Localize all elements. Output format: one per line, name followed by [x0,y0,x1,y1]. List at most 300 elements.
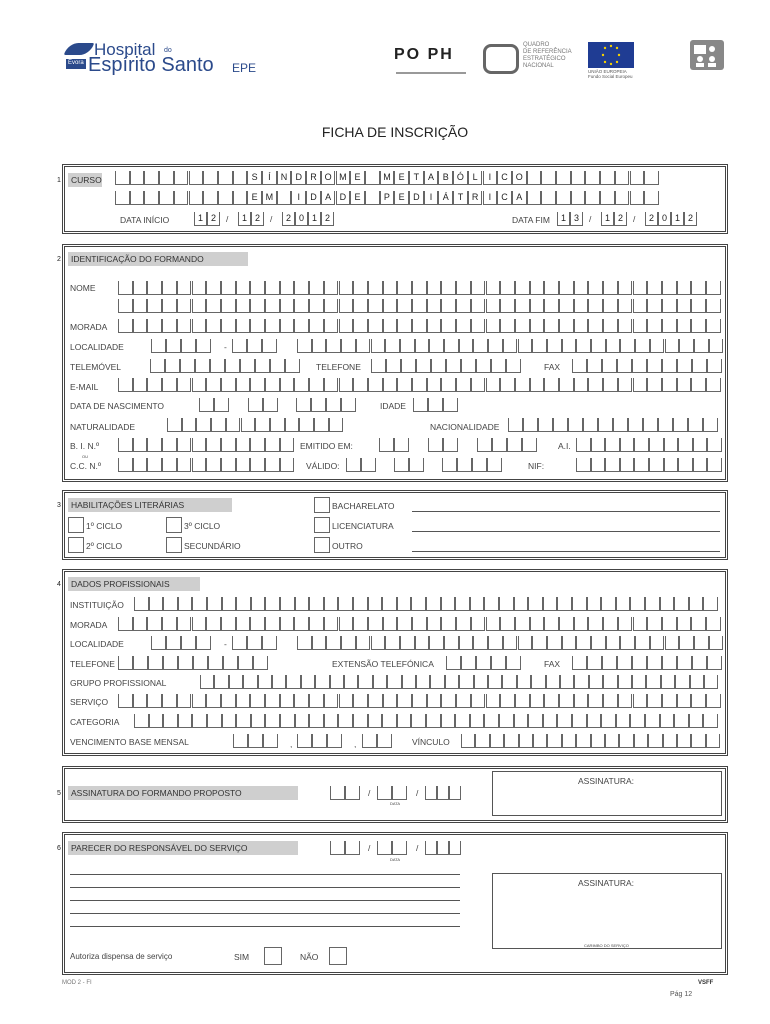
instituicao-cell[interactable] [470,597,485,611]
categoria-cell[interactable] [251,714,266,728]
morada-cell[interactable] [309,319,324,333]
nome2-cell[interactable] [236,299,251,313]
cp-prof-cell[interactable] [151,636,166,650]
categoria-cell[interactable] [660,714,675,728]
date-digit-cell[interactable]: 3 [570,212,583,226]
fax-cell[interactable] [617,359,632,373]
grupo-cell[interactable] [358,675,372,689]
localidade-prof-cell[interactable] [635,636,650,650]
sig-ano-cell[interactable] [425,786,437,800]
nome-cell[interactable] [486,281,501,295]
curso-row2-cell[interactable] [541,191,556,205]
nome-cell[interactable] [280,281,295,295]
codigo-postal-cell[interactable] [196,339,211,353]
curso-row1-cell[interactable] [541,171,556,185]
morada-prof-cell[interactable] [309,617,324,631]
nome2-cell[interactable] [544,299,559,313]
localidade-cell[interactable] [312,339,327,353]
servico-cell[interactable] [368,694,383,708]
categoria-cell[interactable] [455,714,470,728]
checkbox-nao[interactable] [329,947,347,965]
venc3-cell[interactable] [377,734,392,748]
nome2-cell[interactable] [706,299,721,313]
nacionalidade-cell[interactable] [568,418,583,432]
grupo-cell[interactable] [560,675,574,689]
curso-row2-cell[interactable] [600,191,615,205]
categoria-cell[interactable] [601,714,616,728]
curso-row2-cell[interactable] [644,191,659,205]
curso-row1-cell[interactable] [203,171,218,185]
curso-row2-cell[interactable] [571,191,586,205]
nome-cell[interactable] [412,281,427,295]
servico-cell[interactable] [662,694,677,708]
email-cell[interactable] [530,378,545,392]
morada-cell[interactable] [236,319,251,333]
email-cell[interactable] [544,378,559,392]
instituicao-cell[interactable] [295,597,310,611]
localidade-prof-cell[interactable] [591,636,606,650]
checkbox-bacharelato[interactable] [314,497,330,513]
categoria-cell[interactable] [178,714,193,728]
servico-cell[interactable] [294,694,309,708]
morada-prof-cell[interactable] [265,617,280,631]
emit-mes-cell[interactable] [428,438,443,452]
localidade-cell[interactable] [665,339,680,353]
servico-cell[interactable] [339,694,354,708]
vinculo-cell[interactable] [691,734,705,748]
instituicao-cell[interactable] [222,597,237,611]
ano-cell[interactable] [296,398,311,412]
morada-prof-cell[interactable] [574,617,589,631]
categoria-cell[interactable] [324,714,339,728]
localidade-cell[interactable] [473,339,488,353]
vinculo-cell[interactable] [461,734,475,748]
grupo-cell[interactable] [661,675,675,689]
grupo-cell[interactable] [272,675,286,689]
morada-cell[interactable] [544,319,559,333]
servico-cell[interactable] [603,694,618,708]
naturalidade-cell[interactable] [211,418,226,432]
morada-prof-cell[interactable] [177,617,192,631]
vinculo-cell[interactable] [706,734,720,748]
emit-ano-cell[interactable] [507,438,522,452]
bacharelato-line[interactable] [412,511,720,512]
curso-row2-cell[interactable]: A [321,191,336,205]
localidade-prof-cell[interactable] [444,636,459,650]
telemovel-cell[interactable] [180,359,195,373]
servico-cell[interactable] [441,694,456,708]
fax-prof-cell[interactable] [707,656,722,670]
date-digit-cell[interactable]: 2 [251,212,264,226]
morada-prof-cell[interactable] [339,617,354,631]
localidade-cell[interactable] [326,339,341,353]
instituicao-cell[interactable] [616,597,631,611]
morada-cell[interactable] [706,319,721,333]
naturalidade-cell[interactable] [241,418,256,432]
curso-row2-cell[interactable] [365,191,380,205]
nome2-cell[interactable] [339,299,354,313]
categoria-cell[interactable] [674,714,689,728]
grupo-cell[interactable] [704,675,718,689]
categoria-cell[interactable] [368,714,383,728]
email-cell[interactable] [515,378,530,392]
morada-prof-cell[interactable] [324,617,339,631]
grupo-cell[interactable] [430,675,444,689]
localidade-prof-cell[interactable] [400,636,415,650]
instituicao-cell[interactable] [514,597,529,611]
categoria-cell[interactable] [543,714,558,728]
instituicao-cell[interactable] [368,597,383,611]
curso-row2-cell[interactable]: A [512,191,527,205]
instituicao-cell[interactable] [630,597,645,611]
morada-cell[interactable] [486,319,501,333]
vinculo-cell[interactable] [519,734,533,748]
email-cell[interactable] [427,378,442,392]
nacionalidade-cell[interactable] [628,418,643,432]
nome-cell[interactable] [206,281,221,295]
bin-cell[interactable] [250,438,265,452]
morada-prof-cell[interactable] [647,617,662,631]
telemovel-cell[interactable] [210,359,225,373]
morada-cell[interactable] [147,319,162,333]
codigo-postal-cell[interactable] [151,339,166,353]
checkbox-licenciatura[interactable] [314,517,330,533]
nome2-cell[interactable] [677,299,692,313]
curso-row1-cell[interactable] [630,171,645,185]
cp-ext-prof-cell[interactable] [247,636,262,650]
instituicao-cell[interactable] [324,597,339,611]
grupo-cell[interactable] [646,675,660,689]
curso-row1-cell[interactable] [159,171,174,185]
instituicao-cell[interactable] [660,597,675,611]
localidade-cell[interactable] [429,339,444,353]
grupo-cell[interactable] [373,675,387,689]
instituicao-cell[interactable] [528,597,543,611]
email-cell[interactable] [691,378,706,392]
val-ano-cell[interactable] [472,458,487,472]
nome2-cell[interactable] [471,299,486,313]
bin-cell[interactable] [177,438,192,452]
fax-cell[interactable] [677,359,692,373]
grupo-cell[interactable] [618,675,632,689]
servico-cell[interactable] [206,694,221,708]
extensao-cell[interactable] [446,656,461,670]
vinculo-cell[interactable] [490,734,504,748]
curso-row2-cell[interactable] [203,191,218,205]
localidade-cell[interactable] [679,339,694,353]
localidade-cell[interactable] [341,339,356,353]
date-digit-cell[interactable]: 2 [614,212,627,226]
morada-prof-cell[interactable] [236,617,251,631]
val-ano-cell[interactable] [442,458,457,472]
naturalidade-cell[interactable] [255,418,270,432]
servico-cell[interactable] [133,694,148,708]
curso-row2-cell[interactable] [556,191,571,205]
email-cell[interactable] [324,378,339,392]
telemovel-cell[interactable] [225,359,240,373]
venc1-cell[interactable] [233,734,248,748]
nome2-cell[interactable] [133,299,148,313]
nome-cell[interactable] [456,281,471,295]
categoria-cell[interactable] [280,714,295,728]
nome-cell[interactable] [192,281,207,295]
servico-cell[interactable] [162,694,177,708]
nome2-cell[interactable] [647,299,662,313]
curso-row2-cell[interactable]: P [380,191,395,205]
ano-cell[interactable] [341,398,356,412]
vinculo-cell[interactable] [547,734,561,748]
nome2-cell[interactable] [368,299,383,313]
servico-cell[interactable] [456,694,471,708]
categoria-cell[interactable] [149,714,164,728]
localidade-prof-cell[interactable] [473,636,488,650]
localidade-prof-cell[interactable] [547,636,562,650]
morada-cell[interactable] [456,319,471,333]
morada-prof-cell[interactable] [544,617,559,631]
morada-prof-cell[interactable] [530,617,545,631]
extensao-cell[interactable] [461,656,476,670]
localidade-prof-cell[interactable] [326,636,341,650]
localidade-prof-cell[interactable] [679,636,694,650]
curso-row1-cell[interactable]: M [380,171,395,185]
email-cell[interactable] [294,378,309,392]
nome-cell[interactable] [500,281,515,295]
vinculo-cell[interactable] [591,734,605,748]
morada-prof-cell[interactable] [691,617,706,631]
email-cell[interactable] [588,378,603,392]
curso-row2-cell[interactable]: M [262,191,277,205]
fax-cell[interactable] [647,359,662,373]
curso-row1-cell[interactable] [365,171,380,185]
curso-row2-cell[interactable] [115,191,130,205]
grupo-cell[interactable] [574,675,588,689]
localidade-cell[interactable] [356,339,371,353]
morada-prof-cell[interactable] [618,617,633,631]
localidade-prof-cell[interactable] [459,636,474,650]
instituicao-cell[interactable] [689,597,704,611]
val-dia-cell[interactable] [346,458,361,472]
curso-row2-cell[interactable] [277,191,292,205]
nome-cell[interactable] [691,281,706,295]
localidade-prof-cell[interactable] [532,636,547,650]
morada-prof-cell[interactable] [412,617,427,631]
curso-row1-cell[interactable] [644,171,659,185]
curso-row1-cell[interactable]: T [409,171,424,185]
date-digit-cell[interactable]: 1 [557,212,570,226]
morada-prof-cell[interactable] [383,617,398,631]
fax-prof-cell[interactable] [602,656,617,670]
vinculo-cell[interactable] [504,734,518,748]
morada-prof-cell[interactable] [588,617,603,631]
curso-row2-cell[interactable]: D [409,191,424,205]
bin-cell[interactable] [280,438,295,452]
categoria-cell[interactable] [397,714,412,728]
nome-cell[interactable] [471,281,486,295]
morada-cell[interactable] [471,319,486,333]
curso-row1-cell[interactable]: E [350,171,365,185]
parecer-line[interactable] [70,913,460,914]
ai-cell[interactable] [664,438,679,452]
instituicao-cell[interactable] [645,597,660,611]
grupo-cell[interactable] [546,675,560,689]
telefone-cell[interactable] [401,359,416,373]
vinculo-cell[interactable] [634,734,648,748]
servico-cell[interactable] [588,694,603,708]
grupo-cell[interactable] [387,675,401,689]
cp-ext-prof-cell[interactable] [232,636,247,650]
idade-cell[interactable] [413,398,428,412]
bin-cell[interactable] [162,438,177,452]
instituicao-cell[interactable] [236,597,251,611]
email-cell[interactable] [559,378,574,392]
categoria-cell[interactable] [587,714,602,728]
nif-cell[interactable] [707,458,722,472]
date-digit-cell[interactable]: 2 [207,212,220,226]
curso-row1-cell[interactable]: B [438,171,453,185]
nome2-cell[interactable] [603,299,618,313]
localidade-cell[interactable] [415,339,430,353]
morada-cell[interactable] [500,319,515,333]
curso-row1-cell[interactable]: C [497,171,512,185]
codigo-postal-cell[interactable] [166,339,181,353]
localidade-cell[interactable] [576,339,591,353]
mes-cell[interactable] [248,398,263,412]
nacionalidade-cell[interactable] [688,418,703,432]
grupo-cell[interactable] [416,675,430,689]
nome-cell[interactable] [294,281,309,295]
instituicao-cell[interactable] [178,597,193,611]
dia-cell[interactable] [199,398,214,412]
morada-prof-cell[interactable] [515,617,530,631]
naturalidade-cell[interactable] [285,418,300,432]
grupo-cell[interactable] [517,675,531,689]
curso-row1-cell[interactable]: R [306,171,321,185]
val-mes-cell[interactable] [409,458,424,472]
telefone-prof-cell[interactable] [133,656,148,670]
nome2-cell[interactable] [574,299,589,313]
morada-cell[interactable] [662,319,677,333]
email-cell[interactable] [486,378,501,392]
fax-cell[interactable] [602,359,617,373]
curso-row1-cell[interactable] [130,171,145,185]
ccn-cell[interactable] [162,458,177,472]
grupo-cell[interactable] [445,675,459,689]
email-cell[interactable] [662,378,677,392]
ai-cell[interactable] [649,438,664,452]
nome-cell[interactable] [221,281,236,295]
nome2-cell[interactable] [559,299,574,313]
sig-ano-cell[interactable] [425,841,437,855]
ai-cell[interactable] [591,438,606,452]
email-cell[interactable] [368,378,383,392]
localidade-cell[interactable] [444,339,459,353]
localidade-cell[interactable] [488,339,503,353]
telefone-prof-cell[interactable] [178,656,193,670]
email-cell[interactable] [441,378,456,392]
curso-row1-cell[interactable] [571,171,586,185]
localidade-prof-cell[interactable] [385,636,400,650]
cp-prof-cell[interactable] [181,636,196,650]
categoria-cell[interactable] [163,714,178,728]
nome2-cell[interactable] [192,299,207,313]
email-cell[interactable] [177,378,192,392]
checkbox-sim[interactable] [264,947,282,965]
nome2-cell[interactable] [162,299,177,313]
nif-cell[interactable] [634,458,649,472]
nome2-cell[interactable] [324,299,339,313]
sig-mes-cell[interactable] [392,841,407,855]
nacionalidade-cell[interactable] [523,418,538,432]
sig-dia-cell[interactable] [345,841,360,855]
instituicao-cell[interactable] [411,597,426,611]
localidade-cell[interactable] [547,339,562,353]
naturalidade-cell[interactable] [299,418,314,432]
val-ano-cell[interactable] [457,458,472,472]
categoria-cell[interactable] [499,714,514,728]
vinculo-cell[interactable] [533,734,547,748]
nome2-cell[interactable] [441,299,456,313]
curso-row1-cell[interactable]: O [512,171,527,185]
morada-cell[interactable] [530,319,545,333]
date-digit-cell[interactable]: 0 [658,212,671,226]
morada-cell[interactable] [265,319,280,333]
email-cell[interactable] [618,378,633,392]
email-cell[interactable] [500,378,515,392]
email-cell[interactable] [162,378,177,392]
servico-cell[interactable] [265,694,280,708]
morada-prof-cell[interactable] [397,617,412,631]
email-cell[interactable] [383,378,398,392]
curso-row1-cell[interactable]: A [424,171,439,185]
instituicao-cell[interactable] [587,597,602,611]
morada-cell[interactable] [177,319,192,333]
localidade-cell[interactable] [694,339,709,353]
ai-cell[interactable] [605,438,620,452]
morada-prof-cell[interactable] [706,617,721,631]
morada-prof-cell[interactable] [559,617,574,631]
servico-cell[interactable] [471,694,486,708]
venc2-cell[interactable] [297,734,312,748]
curso-row1-cell[interactable]: E [394,171,409,185]
localidade-cell[interactable] [709,339,724,353]
categoria-cell[interactable] [426,714,441,728]
venc3-cell[interactable] [362,734,377,748]
telefone-cell[interactable] [371,359,386,373]
date-digit-cell[interactable]: 1 [671,212,684,226]
curso-row2-cell[interactable]: I [424,191,439,205]
curso-row1-cell[interactable] [233,171,248,185]
ccn-cell[interactable] [265,458,280,472]
curso-row2-cell[interactable] [630,191,645,205]
email-cell[interactable] [221,378,236,392]
nacionalidade-cell[interactable] [598,418,613,432]
localidade-prof-cell[interactable] [415,636,430,650]
localidade-cell[interactable] [635,339,650,353]
categoria-cell[interactable] [309,714,324,728]
localidade-prof-cell[interactable] [297,636,312,650]
nome2-cell[interactable] [633,299,648,313]
curso-row1-cell[interactable]: Í [262,171,277,185]
instituicao-cell[interactable] [353,597,368,611]
grupo-cell[interactable] [675,675,689,689]
curso-row2-cell[interactable]: D [306,191,321,205]
morada-cell[interactable] [691,319,706,333]
fax-prof-cell[interactable] [572,656,587,670]
instituicao-cell[interactable] [426,597,441,611]
morada-prof-cell[interactable] [133,617,148,631]
emit-ano-cell[interactable] [477,438,492,452]
categoria-cell[interactable] [192,714,207,728]
